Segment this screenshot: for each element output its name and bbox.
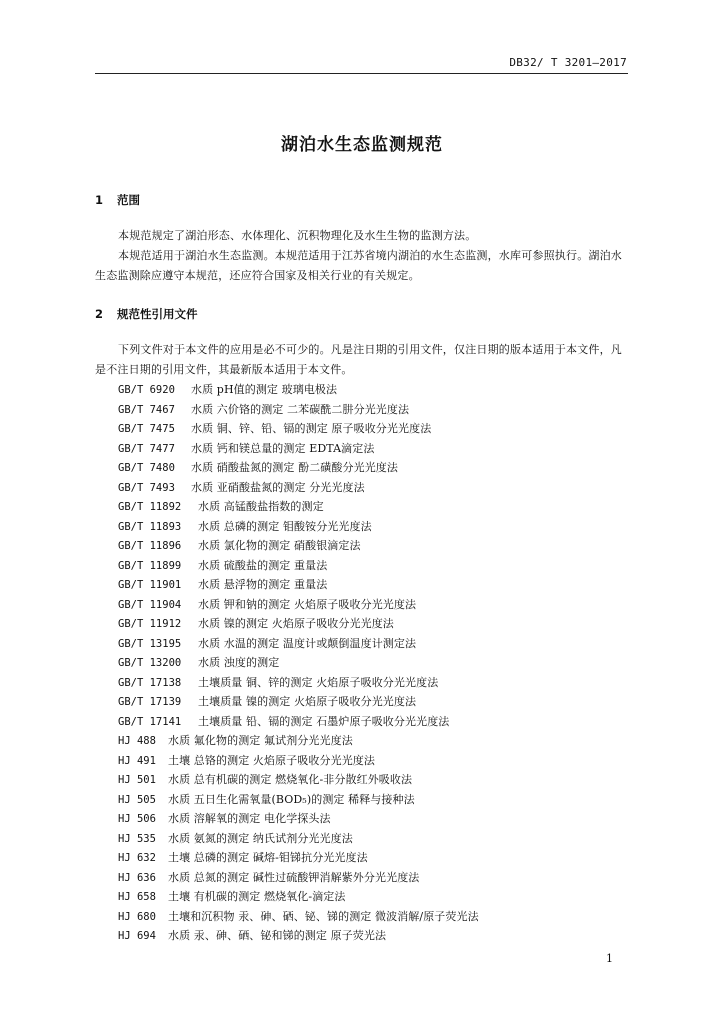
- reference-code: HJ 535: [118, 832, 156, 845]
- reference-item: [118, 497, 479, 517]
- section-1-paragraph: 本规范适用于湖泊水生态监测。本规范适用于江苏省境内湖泊的水生态监测，水库可参照执行。湖泊水生态监测除应遵守本规范，还应符合国家及相关行业的有关规定。: [95, 249, 622, 282]
- reference-title: 水质 亚硝酸盐氮的测定 分光光度法: [191, 480, 365, 494]
- reference-code: GB/T 11893: [118, 520, 182, 533]
- reference-title: 水质 硝酸盐氮的测定 酚二磺酸分光光度法: [191, 461, 398, 474]
- reference-title: 水质 钾和钠的测定 火焰原子吸收分光光度法: [198, 597, 417, 611]
- reference-title: 水质 氨氮的测定 纳氏试剂分光光度法: [168, 831, 353, 845]
- reference-title: 水质 pH值的测定 玻璃电极法: [191, 383, 338, 396]
- reference-code: HJ 658: [118, 891, 156, 903]
- reference-title: 土壤和沉积物 汞、砷、硒、铋、锑的测定 微波消解/原子荧光法: [168, 909, 479, 923]
- document-code: DB32/ T 3201—2017: [509, 56, 627, 69]
- reference-item: [118, 595, 479, 615]
- reference-item: [118, 809, 479, 829]
- reference-code: GB/T 13195: [118, 637, 182, 650]
- reference-code: GB/T 11899: [118, 559, 182, 572]
- reference-item: [118, 653, 479, 673]
- reference-code: HJ 632: [118, 852, 156, 864]
- reference-code: GB/T 7477: [118, 442, 175, 455]
- reference-code: HJ 636: [118, 871, 156, 884]
- reference-code: GB/T 11912: [118, 618, 182, 630]
- section-title: 规范性引用文件: [117, 307, 198, 321]
- reference-title: 水质 总氮的测定 碱性过硫酸钾消解紫外分光光度法: [168, 870, 420, 884]
- reference-code: GB/T 7493: [118, 481, 175, 494]
- reference-list: [118, 380, 479, 946]
- reference-item: [118, 907, 479, 927]
- section-number: 2: [95, 307, 104, 321]
- reference-code: GB/T 11896: [118, 540, 182, 552]
- reference-item: [118, 731, 479, 751]
- reference-item: [118, 887, 479, 907]
- reference-item: [118, 790, 479, 810]
- reference-item: [118, 673, 479, 693]
- page-number: 1: [606, 952, 613, 965]
- reference-title: 水质 水温的测定 温度计或颠倒温度计测定法: [198, 636, 417, 650]
- reference-title: 水质 悬浮物的测定 重量法: [198, 578, 328, 591]
- reference-code: GB/T 11892: [118, 501, 182, 513]
- reference-item: [118, 556, 479, 576]
- reference-item: [118, 439, 479, 459]
- reference-title: 水质 五日生化需氧量(BOD₅)的测定 稀释与接种法: [168, 792, 415, 806]
- reference-title: 水质 汞、砷、硒、铋和锑的测定 原子荧光法: [168, 929, 387, 942]
- section-1-heading: [95, 192, 140, 208]
- reference-title: 水质 氯化物的测定 硝酸银滴定法: [198, 539, 361, 552]
- reference-title: 水质 氟化物的测定 氟试剂分光光度法: [168, 734, 353, 747]
- reference-item: [118, 614, 479, 634]
- reference-item: [118, 868, 479, 888]
- reference-code: GB/T 17141: [118, 715, 182, 728]
- reference-code: GB/T 7480: [118, 462, 175, 474]
- reference-code: GB/T 17138: [118, 676, 182, 689]
- reference-item: [118, 380, 479, 400]
- reference-code: HJ 501: [118, 774, 156, 786]
- reference-code: HJ 491: [118, 754, 156, 767]
- reference-title: 土壤 总铬的测定 火焰原子吸收分光光度法: [168, 753, 375, 767]
- reference-item: [118, 536, 479, 556]
- section-1-paragraph: 本规范规定了湖泊形态、水体理化、沉积物理化及水生生物的监测方法。: [118, 229, 477, 242]
- reference-code: GB/T 17139: [118, 696, 182, 708]
- reference-code: GB/T 11901: [118, 579, 182, 591]
- section-2-paragraph: 下列文件对于本文件的应用是必不可少的。凡是注日期的引用文件，仅注日期的版本适用于本文件，凡是不注日期的引用文件，其最新版本适用于本文件。: [95, 343, 622, 376]
- reference-title: 水质 铜、锌、铅、镉的测定 原子吸收分光光度法: [191, 422, 432, 435]
- section-2-heading: [95, 306, 198, 322]
- reference-title: 水质 硫酸盐的测定 重量法: [198, 558, 328, 572]
- header-divider: [95, 73, 628, 74]
- section-number: 1: [95, 193, 104, 207]
- reference-title: 水质 溶解氧的测定 电化学探头法: [168, 812, 331, 825]
- reference-code: HJ 488: [118, 735, 156, 747]
- reference-item: [118, 770, 479, 790]
- reference-item: [118, 751, 479, 771]
- reference-item: [118, 692, 479, 712]
- reference-title: 水质 钙和镁总量的测定 EDTA滴定法: [191, 441, 375, 455]
- reference-title: 水质 总有机碳的测定 燃烧氧化-非分散红外吸收法: [168, 773, 413, 786]
- reference-code: HJ 506: [118, 813, 156, 825]
- reference-item: [118, 712, 479, 732]
- reference-item: [118, 848, 479, 868]
- reference-title: 水质 浊度的测定: [198, 656, 280, 669]
- reference-code: GB/T 11904: [118, 598, 182, 611]
- reference-code: GB/T 7475: [118, 423, 175, 435]
- reference-item: [118, 478, 479, 498]
- reference-item: [118, 517, 479, 537]
- reference-code: GB/T 6920: [118, 384, 175, 396]
- reference-title: 土壤 总磷的测定 碱熔-钼锑抗分光光度法: [168, 851, 368, 864]
- reference-code: HJ 505: [118, 793, 156, 806]
- reference-title: 土壤质量 镍的测定 火焰原子吸收分光光度法: [198, 695, 417, 708]
- reference-title: 水质 六价铬的测定 二苯碳酰二肼分光光度法: [191, 402, 410, 416]
- reference-title: 土壤 有机碳的测定 燃烧氧化-滴定法: [168, 890, 346, 903]
- reference-title: 土壤质量 铜、锌的测定 火焰原子吸收分光光度法: [198, 675, 439, 689]
- reference-code: GB/T 7467: [118, 403, 175, 416]
- reference-item: [118, 634, 479, 654]
- reference-item: [118, 458, 479, 478]
- reference-code: GB/T 13200: [118, 657, 182, 669]
- reference-code: HJ 694: [118, 930, 156, 942]
- reference-item: [118, 419, 479, 439]
- reference-title: 水质 总磷的测定 钼酸铵分光光度法: [198, 519, 372, 533]
- reference-item: [118, 400, 479, 420]
- reference-item: [118, 575, 479, 595]
- document-title: 湖泊水生态监测规范: [281, 135, 443, 155]
- reference-title: 水质 镍的测定 火焰原子吸收分光光度法: [198, 617, 394, 630]
- reference-item: [118, 926, 479, 946]
- section-title: 范围: [117, 193, 140, 207]
- reference-title: 水质 高锰酸盐指数的测定: [198, 500, 324, 513]
- reference-item: [118, 829, 479, 849]
- reference-title: 土壤质量 铅、镉的测定 石墨炉原子吸收分光光度法: [198, 714, 450, 728]
- reference-code: HJ 680: [118, 910, 156, 923]
